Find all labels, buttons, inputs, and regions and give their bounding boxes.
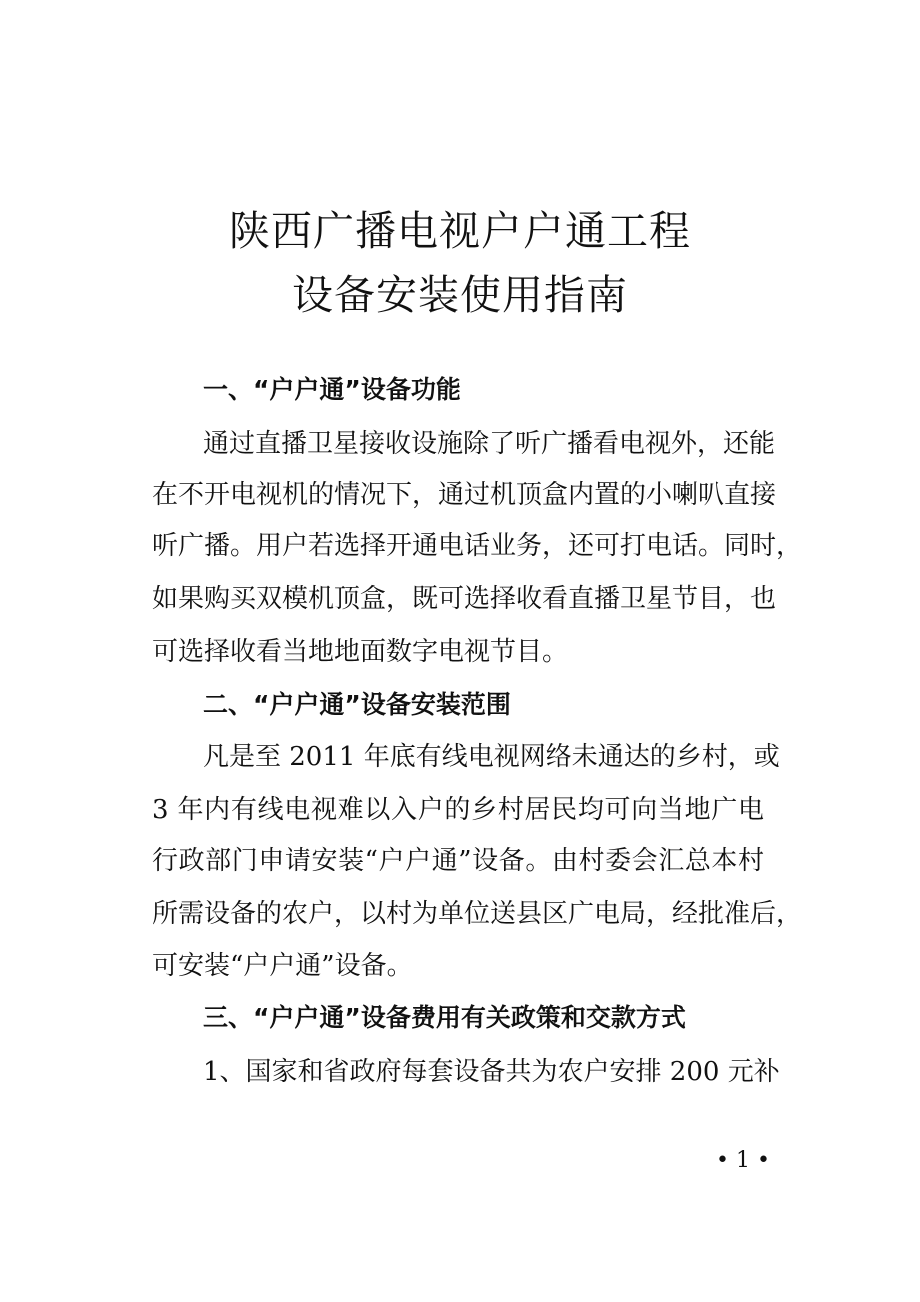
section-2-line-1: 凡是至 2011 年底有线电视网络未通达的乡村，或	[203, 742, 780, 772]
section-3-line-1: 1、国家和省政府每套设备共为农户安排 200 元补	[203, 1057, 780, 1087]
section-2-heading: 二、“户户通”设备安装范围	[203, 690, 511, 719]
page-number: • 1 •	[716, 1148, 770, 1173]
section-1-line-3: 听广播。用户若选择开通电话业务，还可打电话。同时，	[152, 531, 803, 561]
section-1-heading: 一、“户户通”设备功能	[203, 375, 461, 404]
section-1-line-1: 通过直播卫星接收设施除了听广播看电视外，还能	[203, 429, 776, 459]
document-title-line-1: 陕西广播电视户户通工程	[229, 207, 691, 255]
section-2-line-4: 所需设备的农户，以村为单位送县区广电局，经批准后，	[152, 899, 803, 929]
section-3-heading: 三、“户户通”设备费用有关政策和交款方式	[203, 1003, 686, 1032]
section-2-line-2: 3 年内有线电视难以入户的乡村居民均可向当地广电	[152, 795, 764, 825]
section-2-line-5: 可安装“户户通”设备。	[152, 951, 413, 981]
section-1-line-5: 可选择收看当地地面数字电视节目。	[152, 637, 569, 667]
section-2-line-3: 行政部门申请安装“户户通”设备。由村委会汇总本村	[152, 846, 764, 876]
section-1-line-2: 在不开电视机的情况下，通过机顶盒内置的小喇叭直接	[152, 480, 777, 510]
section-1-line-4: 如果购买双模机顶盒，既可选择收看直播卫星节目，也	[152, 584, 777, 614]
document-title-line-2: 设备安装使用指南	[292, 271, 628, 319]
